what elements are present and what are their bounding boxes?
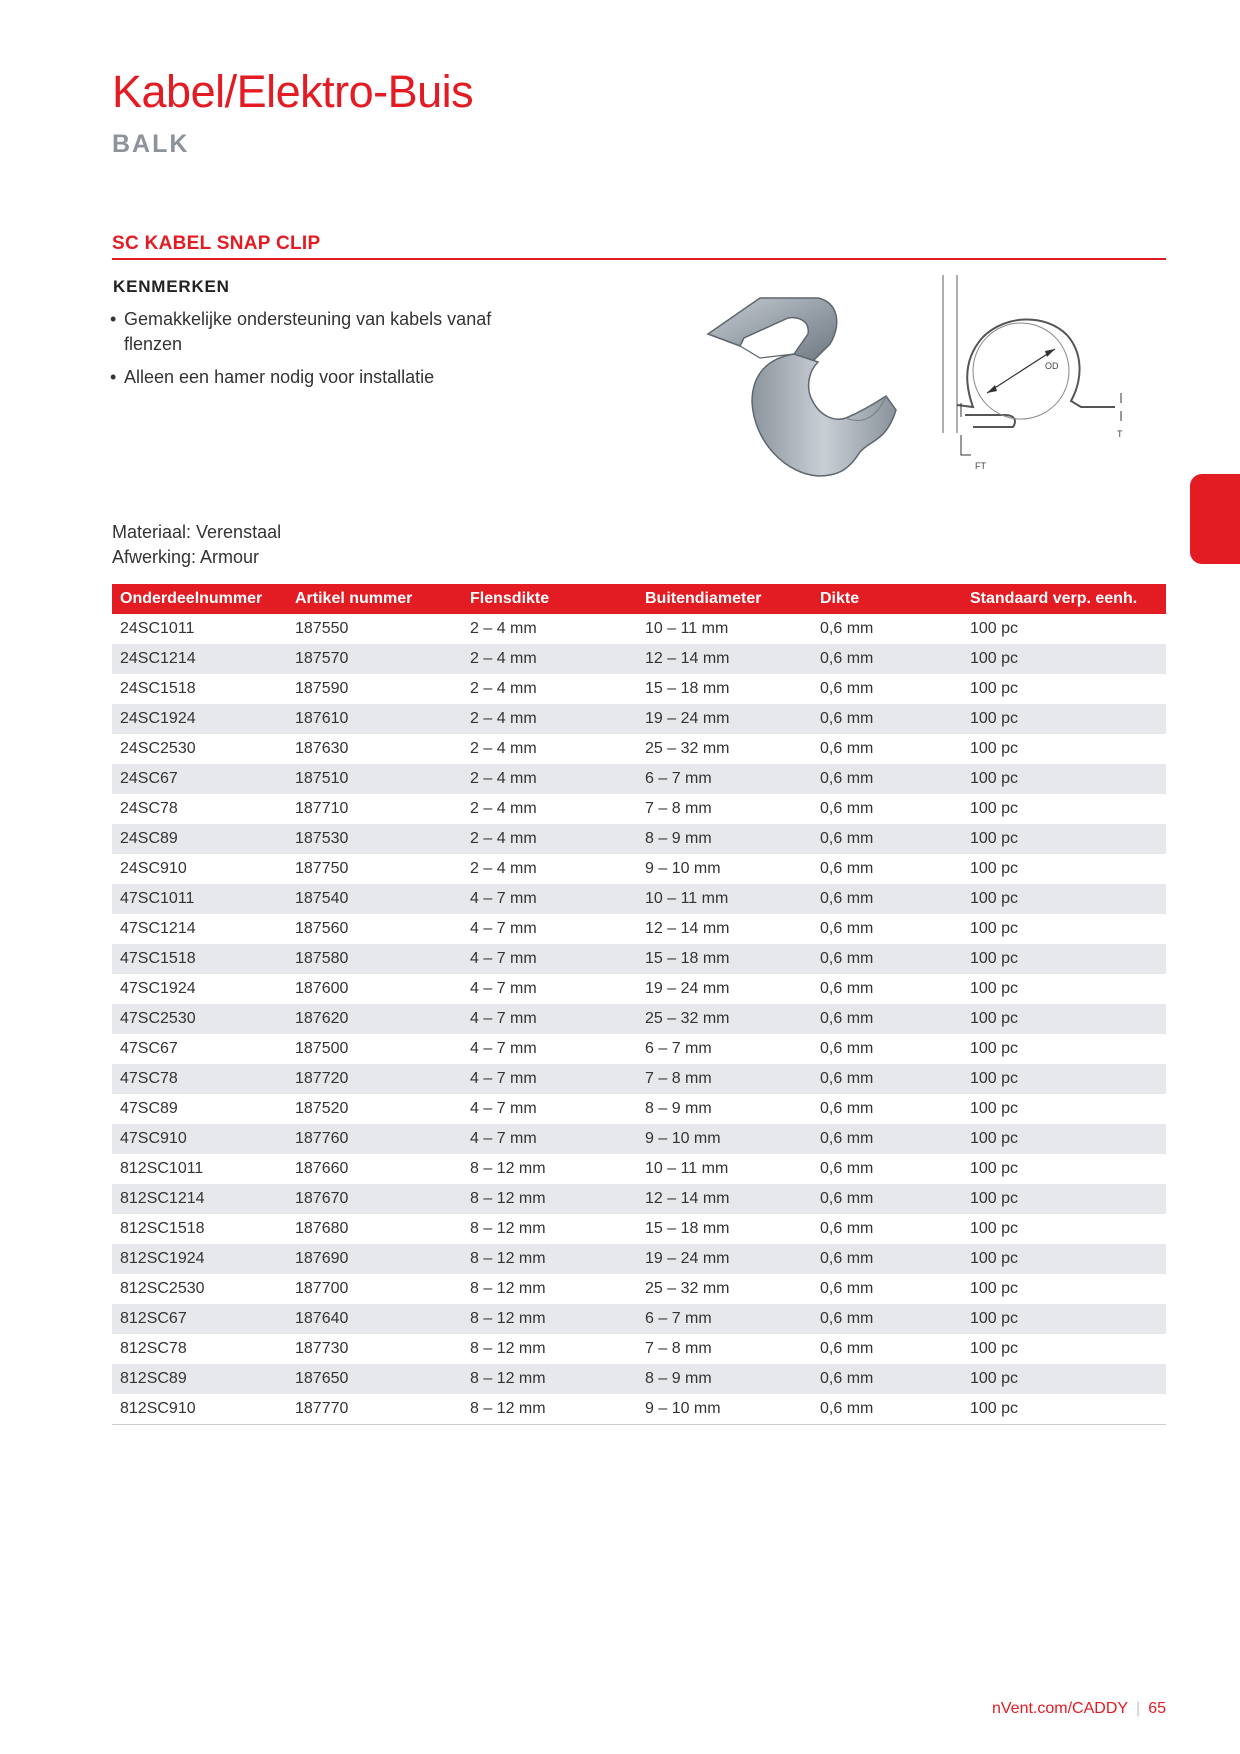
table-row [112, 614, 1166, 644]
table-cell: 8 – 9 mm [637, 824, 812, 854]
table-cell: 4 – 7 mm [462, 1124, 637, 1154]
table-cell: 812SC1518 [120, 1220, 205, 1237]
table-cell: 47SC1924 [120, 980, 196, 997]
spec-table [112, 584, 1166, 1425]
table-cell: 187750 [295, 860, 349, 877]
table-cell: 187510 [287, 764, 462, 794]
table-cell: 4 – 7 mm [470, 920, 537, 937]
bullet-icon: • [110, 309, 117, 329]
table-row [112, 914, 1166, 944]
table-cell: 47SC78 [112, 1064, 287, 1094]
table-cell: 100 pc [970, 800, 1019, 817]
table-cell: 19 – 24 mm [637, 1244, 812, 1274]
table-row [112, 1154, 1166, 1184]
table-cell: 187630 [295, 740, 349, 757]
page-subtitle: BALK [112, 130, 190, 158]
table-cell: 0,6 mm [820, 1340, 874, 1357]
table-cell: 15 – 18 mm [645, 1220, 730, 1237]
table-cell: 2 – 4 mm [462, 704, 637, 734]
table-cell: 24SC67 [112, 764, 287, 794]
table-cell: 0,6 mm [820, 740, 874, 757]
table-cell: 100 pc [962, 1394, 1166, 1425]
table-cell: 8 – 12 mm [462, 1244, 637, 1274]
table-cell: 8 – 12 mm [470, 1160, 546, 1177]
column-header: Artikel nummer [287, 584, 462, 614]
feature-text: Gemakkelijke ondersteuning van kabels vanaf flenzen [124, 309, 492, 354]
table-cell: 2 – 4 mm [462, 764, 637, 794]
table-row [112, 794, 1166, 824]
table-cell: 4 – 7 mm [470, 980, 537, 997]
table-cell: 7 – 8 mm [645, 800, 712, 817]
od-label: OD [1045, 361, 1059, 371]
table-cell: 9 – 10 mm [637, 1394, 812, 1425]
table-cell: 812SC1214 [112, 1184, 287, 1214]
table-cell: 8 – 12 mm [462, 1394, 637, 1425]
column-header: Standaard verp. eenh. [962, 584, 1166, 614]
table-cell: 0,6 mm [820, 1100, 874, 1117]
table-cell: 7 – 8 mm [645, 1340, 712, 1357]
table-row [112, 1004, 1166, 1034]
material-text: Materiaal: Verenstaal [112, 522, 282, 542]
table-cell: 100 pc [970, 620, 1019, 637]
table-cell: 2 – 4 mm [470, 740, 537, 757]
finish-text: Afwerking: Armour [112, 547, 260, 567]
table-cell: 100 pc [962, 944, 1166, 974]
table-cell: 187590 [295, 680, 349, 697]
table-cell: 187690 [287, 1244, 462, 1274]
table-cell: 100 pc [970, 1160, 1019, 1177]
table-cell: 47SC2530 [112, 1004, 287, 1034]
table-cell: 0,6 mm [812, 644, 962, 674]
chapter-tab [1190, 474, 1240, 564]
table-cell: 0,6 mm [820, 620, 874, 637]
table-cell: 0,6 mm [820, 680, 874, 697]
table-cell: 2 – 4 mm [470, 620, 537, 637]
table-cell: 0,6 mm [820, 980, 874, 997]
footer-separator: | [1136, 1700, 1141, 1717]
table-cell: 187520 [295, 1100, 349, 1117]
table-row [112, 824, 1166, 854]
table-cell: 100 pc [962, 644, 1166, 674]
table-cell: 24SC78 [120, 800, 178, 817]
table-cell: 100 pc [962, 764, 1166, 794]
table-cell: 187730 [295, 1340, 349, 1357]
table-cell: 2 – 4 mm [470, 800, 537, 817]
table-cell: 25 – 32 mm [645, 740, 730, 757]
table-cell: 12 – 14 mm [637, 1184, 812, 1214]
page-title: Kabel/Elektro-Buis [112, 66, 474, 117]
table-row [112, 1364, 1166, 1394]
table-cell: 4 – 7 mm [462, 1004, 637, 1034]
table-cell: 100 pc [962, 1184, 1166, 1214]
table-cell: 812SC67 [112, 1304, 287, 1334]
table-cell: 0,6 mm [812, 1064, 962, 1094]
feature-text: Alleen een hamer nodig voor installatie [124, 367, 435, 387]
dimension-drawing [935, 275, 1155, 475]
table-row [112, 1394, 1166, 1425]
bullet-icon: • [110, 367, 117, 387]
column-header: Onderdeelnummer [112, 584, 287, 614]
column-header: Dikte [812, 584, 962, 614]
table-cell: 100 pc [970, 1100, 1019, 1117]
table-cell: 2 – 4 mm [470, 680, 537, 697]
table-cell: 187500 [295, 1040, 349, 1057]
table-cell: 100 pc [962, 1064, 1166, 1094]
table-cell: 2 – 4 mm [462, 644, 637, 674]
table-cell: 812SC1924 [112, 1244, 287, 1274]
section-divider [112, 258, 1166, 260]
table-row [112, 1214, 1166, 1244]
table-cell: 100 pc [962, 1124, 1166, 1154]
table-cell: 24SC1924 [112, 704, 287, 734]
table-cell: 10 – 11 mm [637, 884, 812, 914]
table-cell: 8 – 12 mm [470, 1340, 546, 1357]
table-header-row [112, 584, 1166, 614]
table-cell: 0,6 mm [812, 1184, 962, 1214]
table-cell: 0,6 mm [812, 704, 962, 734]
table-cell: 187680 [295, 1220, 349, 1237]
table-cell: 24SC1214 [112, 644, 287, 674]
ft-label: FT [975, 461, 986, 471]
table-cell: 47SC910 [112, 1124, 287, 1154]
table-row [112, 1064, 1166, 1094]
table-cell: 187760 [287, 1124, 462, 1154]
table-cell: 100 pc [970, 740, 1019, 757]
table-cell: 812SC78 [120, 1340, 187, 1357]
table-cell: 25 – 32 mm [637, 1004, 812, 1034]
table-cell: 187610 [287, 704, 462, 734]
table-cell: 0,6 mm [820, 860, 874, 877]
table-row [112, 1334, 1166, 1364]
table-row [112, 1124, 1166, 1154]
table-cell: 47SC1214 [120, 920, 196, 937]
table-row [112, 1094, 1166, 1124]
table-cell: 47SC67 [120, 1040, 178, 1057]
table-row [112, 644, 1166, 674]
feature-item [108, 365, 528, 390]
feature-item [108, 307, 528, 357]
table-cell: 100 pc [962, 824, 1166, 854]
section-title: SC KABEL SNAP CLIP [112, 233, 321, 254]
table-cell: 187700 [295, 1280, 349, 1297]
table-cell: 25 – 32 mm [645, 1280, 730, 1297]
table-cell: 100 pc [970, 980, 1019, 997]
page-number: 65 [1148, 1700, 1166, 1717]
table-cell: 2 – 4 mm [462, 824, 637, 854]
table-cell: 19 – 24 mm [637, 704, 812, 734]
table-cell: 100 pc [970, 680, 1019, 697]
table-cell: 0,6 mm [812, 1124, 962, 1154]
snap-clip-photo [700, 292, 900, 488]
table-cell: 12 – 14 mm [645, 920, 730, 937]
table-row [112, 704, 1166, 734]
table-cell: 8 – 9 mm [645, 1100, 712, 1117]
table-cell: 15 – 18 mm [637, 944, 812, 974]
table-cell: 6 – 7 mm [645, 1040, 712, 1057]
column-header: Flensdikte [462, 584, 637, 614]
table-cell: 187640 [287, 1304, 462, 1334]
table-cell: 100 pc [970, 860, 1019, 877]
table-cell: 187600 [295, 980, 349, 997]
table-cell: 100 pc [962, 1304, 1166, 1334]
table-cell: 4 – 7 mm [462, 944, 637, 974]
table-cell: 10 – 11 mm [645, 620, 729, 637]
table-cell: 8 – 12 mm [462, 1184, 637, 1214]
table-row [112, 674, 1166, 704]
table-cell: 187770 [287, 1394, 462, 1425]
table-cell: 100 pc [962, 1244, 1166, 1274]
table-row [112, 1244, 1166, 1274]
table-cell: 47SC89 [120, 1100, 178, 1117]
table-row [112, 764, 1166, 794]
table-cell: 10 – 11 mm [645, 1160, 729, 1177]
table-cell: 187530 [287, 824, 462, 854]
table-cell: 812SC1011 [120, 1160, 204, 1177]
table-cell: 100 pc [970, 1280, 1019, 1297]
table-cell: 187550 [295, 620, 349, 637]
table-cell: 24SC89 [112, 824, 287, 854]
t-label: T [1117, 429, 1123, 439]
table-cell: 9 – 10 mm [645, 860, 721, 877]
table-row [112, 854, 1166, 884]
table-cell: 47SC1011 [112, 884, 287, 914]
table-row [112, 1274, 1166, 1304]
table-row [112, 1304, 1166, 1334]
features-heading: KENMERKEN [113, 277, 230, 296]
footer-url[interactable]: nVent.com/CADDY [991, 1700, 1129, 1717]
table-cell: 187660 [295, 1160, 349, 1177]
table-cell: 187540 [287, 884, 462, 914]
table-row [112, 974, 1166, 1004]
table-cell: 187570 [287, 644, 462, 674]
table-cell: 100 pc [962, 1364, 1166, 1394]
table-cell: 24SC910 [120, 860, 187, 877]
table-cell: 0,6 mm [820, 800, 874, 817]
table-cell: 7 – 8 mm [637, 1064, 812, 1094]
table-cell: 6 – 7 mm [637, 1304, 812, 1334]
table-cell: 812SC89 [112, 1364, 287, 1394]
table-cell: 4 – 7 mm [462, 1064, 637, 1094]
table-cell: 24SC2530 [120, 740, 196, 757]
table-row [112, 944, 1166, 974]
table-cell: 812SC2530 [120, 1280, 205, 1297]
table-cell: 8 – 12 mm [470, 1280, 546, 1297]
table-cell: 0,6 mm [820, 920, 874, 937]
table-cell: 100 pc [970, 1220, 1019, 1237]
table-cell: 100 pc [970, 1040, 1019, 1057]
table-cell: 0,6 mm [812, 1364, 962, 1394]
table-cell: 0,6 mm [812, 824, 962, 854]
table-cell: 9 – 10 mm [637, 1124, 812, 1154]
table-cell: 24SC1518 [120, 680, 196, 697]
table-cell: 4 – 7 mm [462, 884, 637, 914]
table-cell: 4 – 7 mm [470, 1040, 537, 1057]
column-header: Buitendiameter [637, 584, 812, 614]
table-row [112, 734, 1166, 764]
table-cell: 0,6 mm [820, 1160, 874, 1177]
table-cell: 812SC910 [112, 1394, 287, 1425]
table-cell: 0,6 mm [812, 1244, 962, 1274]
features-list [108, 307, 528, 398]
table-cell: 187560 [295, 920, 349, 937]
table-cell: 187650 [287, 1364, 462, 1394]
table-cell: 0,6 mm [812, 1394, 962, 1425]
table-cell: 187710 [295, 800, 349, 817]
table-cell: 187620 [287, 1004, 462, 1034]
table-row [112, 1184, 1166, 1214]
table-cell: 0,6 mm [812, 884, 962, 914]
table-cell: 187720 [287, 1064, 462, 1094]
table-cell: 2 – 4 mm [470, 860, 537, 877]
table-cell: 0,6 mm [812, 1004, 962, 1034]
table-cell: 0,6 mm [820, 1040, 874, 1057]
table-cell: 15 – 18 mm [645, 680, 730, 697]
table-cell: 100 pc [962, 704, 1166, 734]
table-cell: 187670 [287, 1184, 462, 1214]
table-cell: 47SC1518 [112, 944, 287, 974]
table-row [112, 1034, 1166, 1064]
table-cell: 100 pc [962, 1004, 1166, 1034]
table-cell: 100 pc [970, 1340, 1019, 1357]
table-cell: 0,6 mm [812, 944, 962, 974]
table-cell: 4 – 7 mm [470, 1100, 537, 1117]
table-cell: 8 – 12 mm [462, 1304, 637, 1334]
table-cell: 8 – 9 mm [637, 1364, 812, 1394]
table-cell: 0,6 mm [812, 764, 962, 794]
table-cell: 0,6 mm [820, 1220, 874, 1237]
table-cell: 8 – 12 mm [462, 1364, 637, 1394]
table-cell: 100 pc [962, 884, 1166, 914]
table-cell: 24SC1011 [120, 620, 195, 637]
table-cell: 100 pc [970, 920, 1019, 937]
table-cell: 6 – 7 mm [637, 764, 812, 794]
table-row [112, 884, 1166, 914]
table-cell: 12 – 14 mm [637, 644, 812, 674]
table-cell: 0,6 mm [812, 1304, 962, 1334]
table-cell: 0,6 mm [820, 1280, 874, 1297]
table-cell: 19 – 24 mm [645, 980, 730, 997]
footer [992, 1700, 1166, 1718]
table-cell: 8 – 12 mm [470, 1220, 546, 1237]
table-cell: 187580 [287, 944, 462, 974]
table-body [112, 614, 1166, 1425]
